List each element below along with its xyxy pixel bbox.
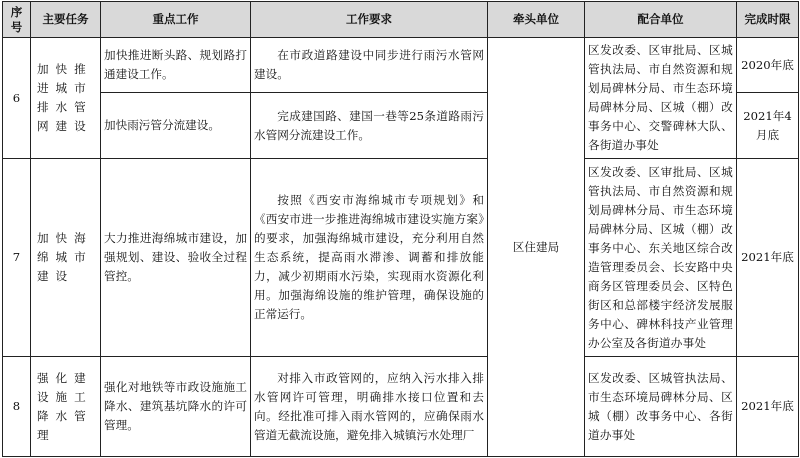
row-key-work: 加快推进断头路、规划路打通建设工作。 [101, 38, 251, 93]
row-requirement: 完成建国路、建国一巷等25条道路雨污水管网分流建设工作。 [251, 93, 488, 159]
task-table [2, 1, 799, 457]
row-requirement: 对排入市政管网的，应纳入污水排入排水管网许可管理，明确排水接口位置和去向。经批准可排入雨水管网的，应确保雨水管道无截流设施，避免排入城镇污水处理厂 [251, 357, 488, 457]
row-task [31, 159, 101, 357]
row-deadline: 2021年底 [737, 357, 799, 457]
table-row [3, 38, 799, 93]
row-deadline: 2021年4月底 [737, 93, 799, 159]
row-coop: 区发改委、区城管执法局、市生态环境局碑林分局、区城（棚）改事务中心、各街道办事处 [585, 357, 737, 457]
row-task [31, 357, 101, 457]
row-task [31, 38, 101, 159]
row-seq: 7 [3, 159, 31, 357]
row-coop: 区发改委、区审批局、区城管执法局、市自然资源和规划局碑林分局、市生态环境局碑林分局、区城（棚）改事务中心、交警碑林大队、各街道办事处 [585, 38, 737, 159]
row-key-work: 强化对地铁等市政设施施工降水、建筑基坑降水的许可管理。 [101, 357, 251, 457]
row-seq: 8 [3, 357, 31, 457]
header-deadline: 完成时限 [737, 2, 799, 38]
row-task-text: 强化建设施工降水管理 [37, 370, 93, 442]
row-deadline: 2021年底 [737, 159, 799, 357]
row-lead: 区住建局 [488, 38, 585, 457]
table-row [3, 357, 799, 457]
row-coop: 区发改委、区审批局、区城管执法局、市自然资源和规划局碑林分局、市生态环境局碑林分局、区城（棚）改事务中心、东关地区综合改造管理委员会、长安路中央商务区管理委员会、区特色街区和总部楼宇经济发展服务中心、碑林科技产业管理办公室及各街道办事处 [585, 159, 737, 357]
header-task: 主要任务 [31, 2, 101, 38]
header-row [3, 2, 799, 38]
row-requirement: 按照《西安市海绵城市专项规划》和《西安市进一步推进海绵城市建设实施方案》的要求，加强海绵城市建设，充分利用自然生态系统，提高雨水滞渗、调蓄和排放能力，减少初期雨水污染，实现雨水资源化利用。加强海绵设施的维护管理，确保设施的正常运行。 [251, 159, 488, 357]
header-requirement: 工作要求 [251, 2, 488, 38]
header-seq: 序号 [3, 2, 31, 38]
table-row [3, 159, 799, 357]
header-key-work: 重点工作 [101, 2, 251, 38]
row-key-work: 加快雨污管分流建设。 [101, 93, 251, 159]
row-task-text: 加快推进城市排水管网建设 [37, 62, 93, 133]
row-key-work: 大力推进海绵城市建设，加强规划、建设、验收全过程管控。 [101, 159, 251, 357]
row-seq: 6 [3, 38, 31, 159]
row-task-text: 加快海绵城市建设 [37, 231, 93, 283]
row-deadline: 2020年底 [737, 38, 799, 93]
header-coop: 配合单位 [585, 2, 737, 38]
row-requirement: 在市政道路建设中同步进行雨污水管网建设。 [251, 38, 488, 93]
header-lead: 牵头单位 [488, 2, 585, 38]
